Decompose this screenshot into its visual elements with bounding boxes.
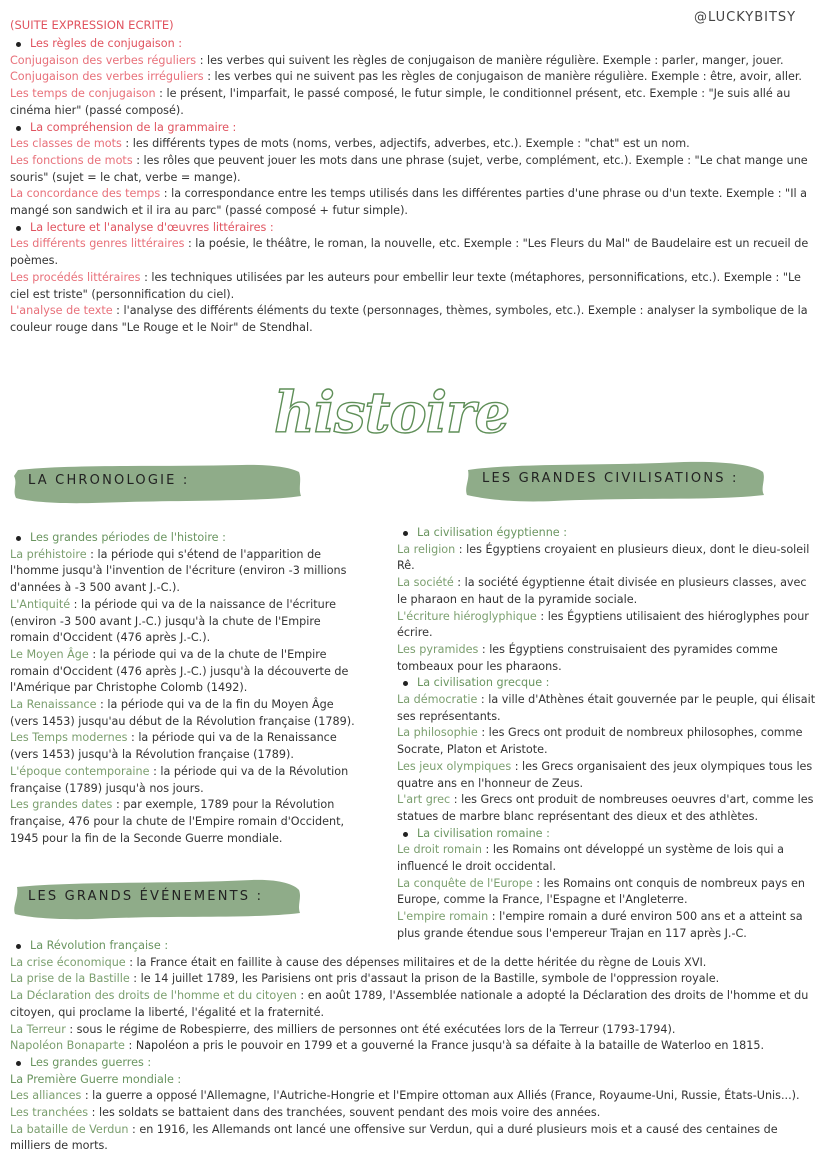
list-item: L'art grec : les Grecs ont produit de nombreuses oeuvres d'art, comme les statues de marbre blanc représentant des dieux et des athlètes.	[397, 793, 814, 823]
revolution-heading: La Révolution française :	[10, 938, 810, 955]
list-item: Les tranchées : les soldats se battaient dans des tranchées, souvent pendant des mois voire des années.	[10, 1106, 601, 1120]
list-item: La crise économique : la France était en faillite à cause des dépenses militaires et de la dette héritée du règne de Louis XVI.	[10, 955, 707, 969]
periodes-heading: Les grandes périodes de l'histoire :	[10, 530, 360, 547]
banner-label: LES GRANDES CIVILISATIONS :	[482, 471, 739, 486]
list-item: Le droit romain : les Romains ont développé un système de lois qui a influencé le droit occidental.	[397, 843, 784, 874]
list-item: Les alliances : la guerre a opposé l'Allemagne, l'Autriche-Hongrie et l'Empire ottoman aux Alliés (France, Royaume-Uni, Russie, États-Unis...).	[10, 1089, 800, 1103]
evenements-banner	[12, 878, 302, 920]
list-item: Les différents genres littéraires : la poésie, le théâtre, le roman, la nouvelle, etc. Exemple : "Les Fleurs du Mal" de Baudelaire est un recueil de poèmes.	[10, 237, 809, 268]
histoire-title	[270, 378, 510, 446]
chronologie-section	[10, 530, 360, 847]
list-item: La bataille de Verdun : en 1916, les Allemands ont lancé une offensive sur Verdun, qui a duré plusieurs mois et a causé des centaines de milliers de morts.	[10, 1122, 778, 1153]
list-item: La prise de la Bastille : le 14 juillet 1789, les Parisiens ont pris d'assaut la prison de la Bastille, symbole de l'oppression royale.	[10, 972, 720, 986]
banner-label: LA CHRONOLOGIE :	[28, 473, 190, 488]
list-item: La société : la société égyptienne était divisée en plusieurs classes, avec le pharaon en haut de la pyramide sociale.	[397, 576, 807, 606]
list-item: L'écriture hiéroglyphique : les Égyptiens utilisaient des hiéroglyphes pour écrire.	[397, 609, 809, 640]
author-handle: @LUCKYBITSY	[694, 10, 797, 25]
civilisations-section	[397, 525, 819, 943]
grammaire-heading: La compréhension de la grammaire :	[10, 120, 810, 137]
grece-heading: La civilisation grecque :	[397, 675, 819, 692]
evenements-section	[10, 938, 810, 1155]
list-item: La préhistoire : la période qui s'étend de l'apparition de l'homme jusqu'à l'invention de l'écriture (environ -3 millions d'années à -3 500 avant J.-C.).	[10, 547, 347, 595]
list-item: Les fonctions de mots : les rôles que peuvent jouer les mots dans une phrase (sujet, verbe, complément, etc.). Exemple : "Le chat mange une souris" (sujet = le chat, verbe = mange).	[10, 153, 808, 184]
list-item: La philosophie : les Grecs ont produit de nombreux philosophes, comme Socrate, Platon et Aristote.	[397, 726, 803, 757]
list-item: La Terreur : sous le régime de Robespierre, des milliers de personnes ont été exécutées lors de la Terreur (1793-1794).	[10, 1022, 676, 1036]
list-item: Le Moyen Âge : la période qui va de la chute de l'Empire romain d'Occident (476 après J.-C.) jusqu'à la découverte de l'Amérique par Christophe Colomb (1492).	[10, 647, 349, 695]
guerres-heading: Les grandes guerres :	[10, 1055, 810, 1072]
egypte-heading: La civilisation égyptienne :	[397, 525, 819, 542]
list-item: Napoléon Bonaparte : Napoléon a pris le pouvoir en 1799 et a gouverné la France jusqu'à sa défaite à la bataille de Waterloo en 1815.	[10, 1039, 765, 1053]
suite-label: (SUITE EXPRESSION ECRITE)	[10, 18, 174, 32]
expression-section	[10, 36, 810, 337]
list-item: L'analyse de texte : l'analyse des différents éléments du texte (personnages, thèmes, symboles, etc.). Exemple : analyser la symbolique de la couleur rouge dans "Le Rouge et le Noir" de Stendhal.	[10, 304, 808, 334]
list-item: La concordance des temps : la correspondance entre les temps utilisés dans les différentes parties d'une phrase ou d'un texte. Exemple : "Il a mangé son sandwich et il ira au parc" (passé composé + futur simple).	[10, 187, 808, 218]
list-item: Conjugaison des verbes irréguliers : les verbes qui ne suivent pas les règles de conjugaison de manière régulière. Exemple : être, avoir, aller.	[10, 70, 802, 84]
list-item: La conquête de l'Europe : les Romains ont conquis de nombreux pays en Europe, comme la France, l'Espagne et l'Angleterre.	[397, 876, 805, 907]
list-item: L'époque contemporaine : la période qui va de la Révolution française (1789) jusqu'à nos jours.	[10, 764, 349, 795]
list-item: La Déclaration des droits de l'homme et du citoyen : en août 1789, l'Assemblée nationale a adopté la Déclaration des droits de l'homme et du citoyen, qui proclame la liberté, l'égalité et la fraternité.	[10, 989, 809, 1019]
banner-label: LES GRANDS ÉVÉNEMENTS :	[28, 889, 264, 904]
rome-heading: La civilisation romaine :	[397, 826, 819, 843]
list-item: Les Temps modernes : la période qui va de la Renaissance (vers 1453) jusqu'à la Révolution française (1789).	[10, 731, 337, 762]
list-item: La démocratie : la ville d'Athènes était gouvernée par le peuple, qui élisait ses représentants.	[397, 693, 816, 723]
list-item: L'Antiquité : la période qui va de la naissance de l'écriture (environ -3 500 avant J.-C.) jusqu'à la chute de l'Empire romain d'Occident (476 après J.-C.).	[10, 597, 336, 645]
conjugaison-heading: Les règles de conjugaison :	[10, 36, 810, 53]
list-item: La religion : les Égyptiens croyaient en plusieurs dieux, dont le dieu-soleil Rê.	[397, 542, 810, 573]
lecture-heading: La lecture et l'analyse d'œuvres littéraires :	[10, 220, 810, 237]
civilisations-banner	[464, 460, 766, 502]
chronologie-banner	[12, 462, 302, 504]
list-item: Les pyramides : les Égyptiens construisaient des pyramides comme tombeaux pour les pharaons.	[397, 642, 778, 673]
list-item: Les classes de mots : les différents types de mots (noms, verbes, adjectifs, adverbes, etc.). Exemple : "chat" est un nom.	[10, 137, 690, 151]
list-item: Les temps de conjugaison : le présent, l'imparfait, le passé composé, le futur simple, le conditionnel présent, etc. Exemple : "Je suis allé au cinéma hier" (passé composé).	[10, 87, 791, 117]
list-item: La Renaissance : la période qui va de la fin du Moyen Âge (vers 1453) jusqu'au début de la Révolution française (1789).	[10, 698, 355, 728]
premiere-guerre-subheading: La Première Guerre mondiale :	[10, 1072, 182, 1086]
list-item: Les procédés littéraires : les techniques utilisées par les auteurs pour embellir leur texte (métaphores, personnifications, etc.). Exemple : "Le ciel est triste" (personnification du ciel).	[10, 270, 801, 301]
list-item: Les jeux olympiques : les Grecs organisaient des jeux olympiques tous les quatre ans en l'honneur de Zeus.	[397, 759, 813, 790]
svg-text:histoire: histoire	[274, 380, 510, 446]
list-item: Les grandes dates : par exemple, 1789 pour la Révolution française, 476 pour la chute de l'Empire romain d'Occident, 1945 pour la fin de la Seconde Guerre mondiale.	[10, 798, 345, 845]
list-item: Conjugaison des verbes réguliers : les verbes qui suivent les règles de conjugaison de manière régulière. Exemple : parler, manger, jouer.	[10, 53, 784, 67]
list-item: L'empire romain : l'empire romain a duré environ 500 ans et a atteint sa plus grande étendue sous l'empereur Trajan en 117 après J.-C.	[397, 910, 803, 940]
